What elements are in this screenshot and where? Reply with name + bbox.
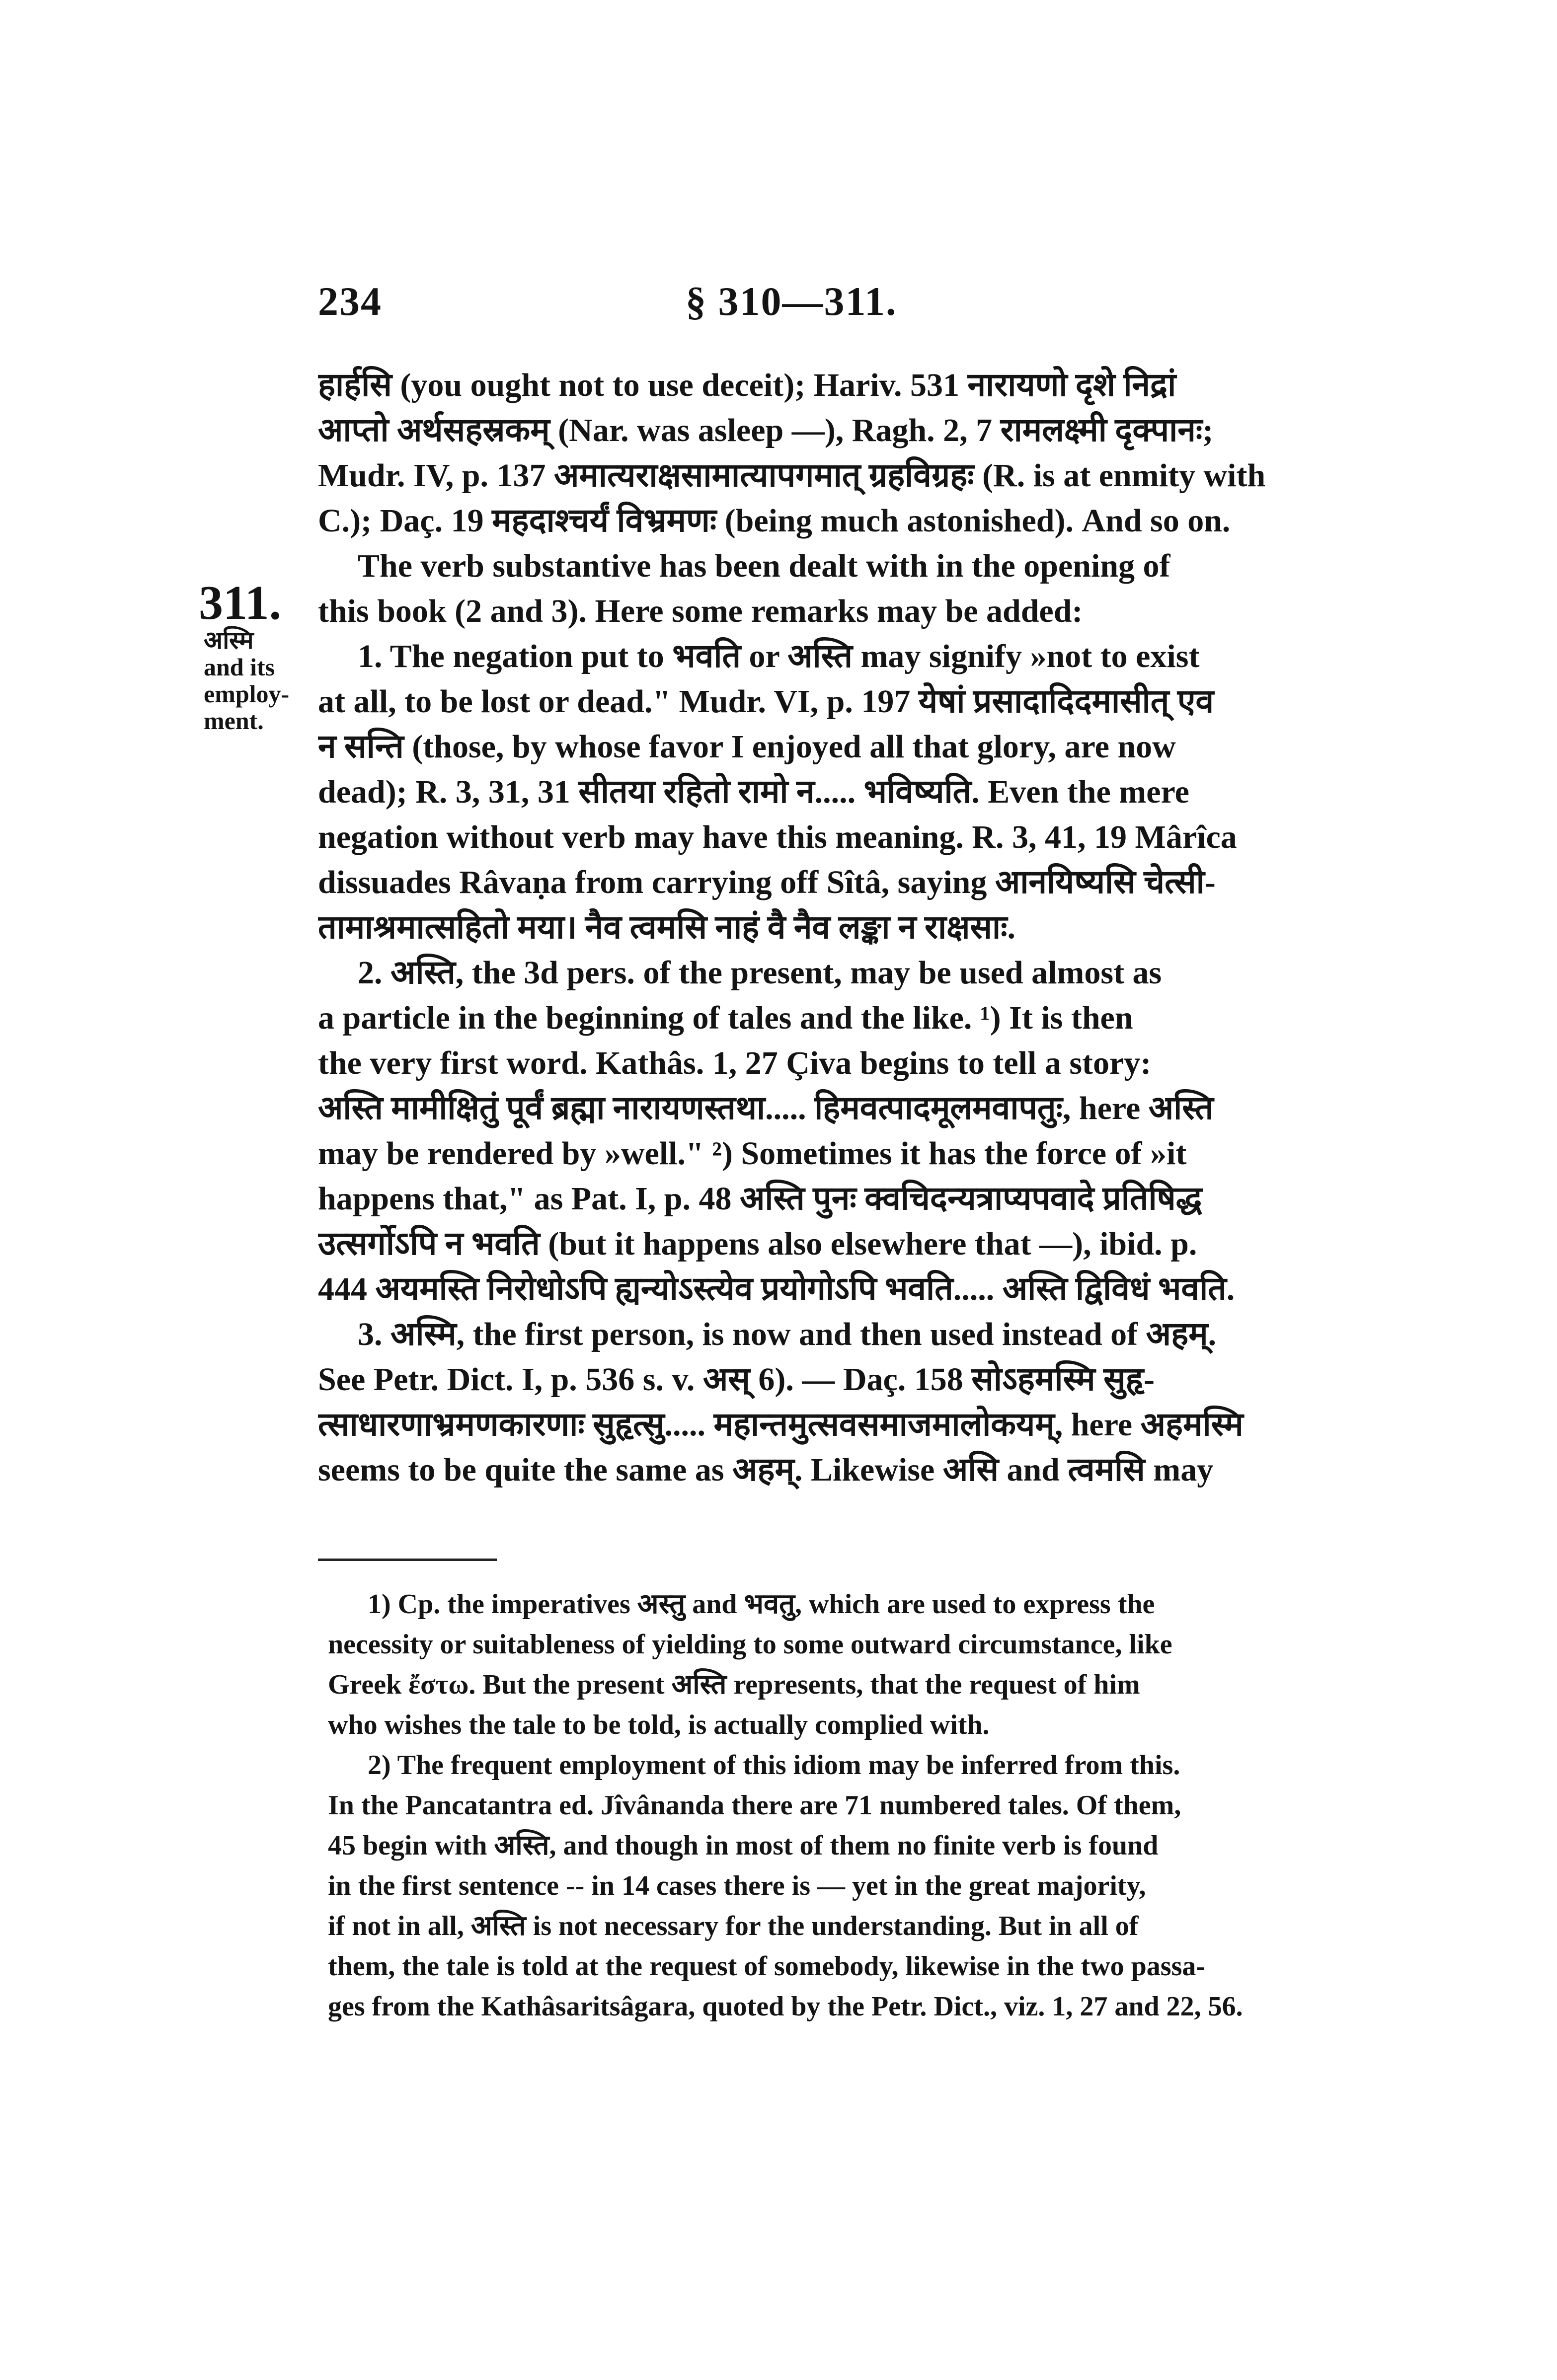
text-line: हार्हसि (you ought not to use deceit); Hariv. 531 नारायणो दृशे निद्रां bbox=[318, 367, 1176, 403]
footnote-line: 45 begin with अस्ति, and though in most of them no finite verb is found bbox=[328, 1830, 1159, 1861]
footnote-line: ges from the Kathâsaritsâgara, quoted by the Petr. Dict., viz. 1, 27 and 22, 56. bbox=[328, 1991, 1243, 2022]
text-line: आप्तो अर्थसहस्रकम् (Nar. was asleep —), Ragh. 2, 7 रामलक्ष्मी दृक्पानः; bbox=[318, 412, 1214, 448]
text-line: seems to be quite the same as अहम्. Likewise असि and त्वमसि may bbox=[318, 1452, 1214, 1488]
text-line: See Petr. Dict. I, p. 536 s. v. अस् 6). — Daç. 158 सोऽहमस्मि सुहृ- bbox=[318, 1361, 1155, 1398]
footnote-divider bbox=[318, 1559, 497, 1561]
text-line: the very first word. Kathâs. 1, 27 Çiva begins to tell a story: bbox=[318, 1045, 1152, 1081]
text-line: 2. अस्ति, the 3d pers. of the present, may be used almost as bbox=[358, 955, 1162, 991]
footnote-line: Greek ἔστω. But the present अस्ति represents, that the request of him bbox=[328, 1669, 1140, 1700]
text-line: may be rendered by »well." ²) Sometimes it has the force of »it bbox=[318, 1135, 1187, 1172]
text-line: त्साधारणाभ्रमणकारणाः सुहृत्सु..... महान्तमुत्सवसमाजमालोकयम्, here अहमस्मि bbox=[318, 1407, 1244, 1443]
footnote-line: In the Pancatantra ed. Jîvânanda there are 71 numbered tales. Of them, bbox=[328, 1790, 1181, 1821]
text-line: Mudr. IV, p. 137 अमात्यराक्षसामात्यापगमात् ग्रहविग्रहः (R. is at enmity with bbox=[318, 457, 1266, 494]
footnote-line: 2) The frequent employment of this idiom may be inferred from this. bbox=[368, 1750, 1180, 1781]
margin-note-line: अस्मि bbox=[204, 626, 254, 654]
section-number-marker: 311. bbox=[199, 576, 282, 630]
footnote-line: them, the tale is told at the request of somebody, likewise in the two passa- bbox=[328, 1951, 1206, 1982]
footnote-line: who wishes the tale to be told, is actually complied with. bbox=[328, 1710, 990, 1740]
margin-note-line: and its bbox=[204, 653, 275, 681]
text-line: C.); Daç. 19 महदाश्चर्यं विभ्रमणः (being much astonished). And so on. bbox=[318, 503, 1231, 539]
text-line: at all, to be lost or dead." Mudr. VI, p. 197 येषां प्रसादादिदमासीत् एव bbox=[318, 683, 1214, 720]
text-line: 1. The negation put to भवति or अस्ति may signify »not to exist bbox=[358, 638, 1200, 674]
footnote-line: if not in all, अस्ति is not necessary for the understanding. But in all of bbox=[328, 1911, 1139, 1941]
text-line: 444 अयमस्ति निरोधोऽपि ह्यन्योऽस्त्येव प्रयोगोऽपि भवति..... अस्ति द्विविधं भवति. bbox=[318, 1271, 1235, 1307]
text-line: न सन्ति (those, by whose favor I enjoyed all that glory, are now bbox=[318, 729, 1176, 765]
margin-note-line: ment. bbox=[204, 707, 264, 735]
page-header bbox=[318, 278, 1361, 333]
section-range: § 310—311. bbox=[686, 279, 897, 324]
text-line: negation without verb may have this meaning. R. 3, 41, 19 Mârîca bbox=[318, 819, 1237, 855]
body-text bbox=[318, 363, 1371, 1492]
text-line: dissuades Râvaṇa from carrying off Sîtâ, saying आनयिष्यसि चेत्सी- bbox=[318, 864, 1216, 900]
page-number: 234 bbox=[318, 279, 382, 324]
footnotes bbox=[328, 1584, 1371, 2027]
text-line: 3. अस्मि, the first person, is now and then used instead of अहम्. bbox=[358, 1316, 1217, 1352]
text-line: The verb substantive has been dealt with in the opening of bbox=[358, 548, 1170, 584]
text-line: तामाश्रमात्सहितो मया। नैव त्वमसि नाहं वै नैव लङ्का न राक्षसाः. bbox=[318, 909, 1015, 946]
text-line: अस्ति मामीक्षितुं पूर्वं ब्रह्मा नारायणस्तथा..... हिमवत्पादमूलमवापतुः, here अस्ति bbox=[318, 1090, 1214, 1126]
margin-note bbox=[204, 627, 303, 734]
text-line: a particle in the beginning of tales and the like. ¹) It is then bbox=[318, 1000, 1133, 1036]
footnote-line: 1) Cp. the imperatives अस्तु and भवतु, which are used to express the bbox=[368, 1589, 1155, 1620]
footnote-line: necessity or suitableness of yielding to some outward circumstance, like bbox=[328, 1629, 1172, 1660]
margin-note-line: employ- bbox=[204, 680, 290, 708]
text-line: this book (2 and 3). Here some remarks may be added: bbox=[318, 593, 1083, 629]
text-line: उत्सर्गोऽपि न भवति (but it happens also elsewhere that —), ibid. p. bbox=[318, 1226, 1197, 1262]
footnote-line: in the first sentence -- in 14 cases there is — yet in the great majority, bbox=[328, 1870, 1146, 1901]
text-line: dead); R. 3, 31, 31 सीतया रहितो रामो न..... भविष्यति. Even the mere bbox=[318, 774, 1189, 810]
text-line: happens that," as Pat. I, p. 48 अस्ति पुनः क्वचिदन्यत्राप्यपवादे प्रतिषिद्ध bbox=[318, 1181, 1202, 1217]
